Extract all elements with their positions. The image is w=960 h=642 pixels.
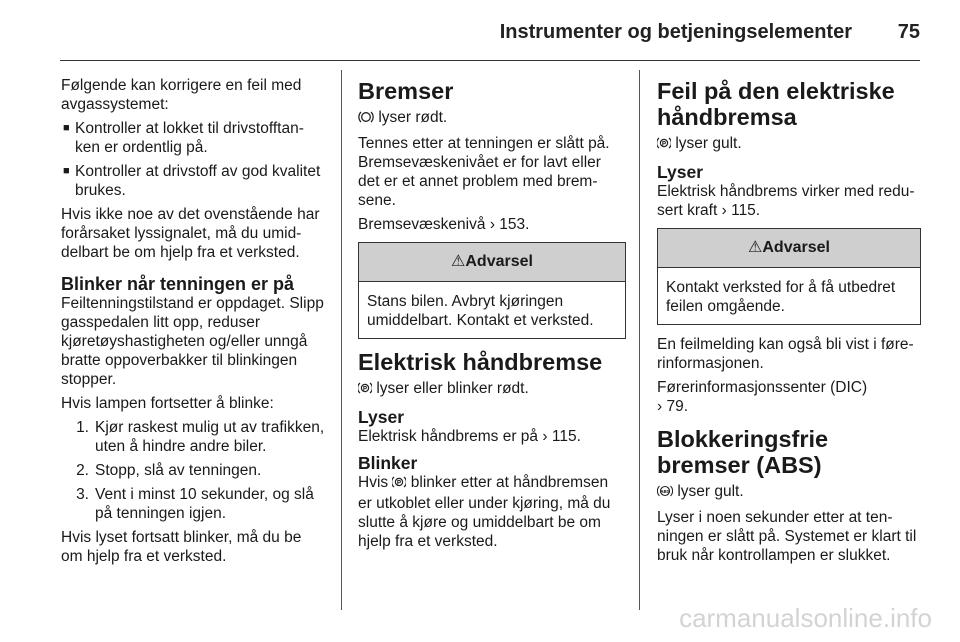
paragraph: Lyser i noen sekunder etter at ten-ningen er slått på. Systemet er klart til bruk når kontrollampen er slukket. (657, 509, 917, 564)
reference-arrow-icon: › (721, 202, 727, 219)
parking-brake-icon (358, 381, 372, 400)
svg-text:P: P (397, 480, 402, 487)
paragraph: Bremsevæskenivå › 153. (358, 216, 530, 233)
paragraph: P lyser eller blinker rødt. (358, 379, 626, 400)
warning-triangle-icon: ⚠ (451, 253, 466, 270)
heading-epb: Elektrisk håndbremse (358, 349, 603, 375)
paragraph: Feiltenningstilstand er oppdaget. Slipp gasspedalen litt opp, reduser kjøretøyshastigheten og/eller unngå bratte oppoverbakker til blinkingen stopper. (61, 295, 324, 388)
bullet-icon: ■ (63, 165, 70, 177)
paragraph: En feilmelding kan også bli vist i føre-rinformasjonen. (657, 336, 914, 372)
header-title: Instrumenter og betjeningselementer (499, 21, 852, 43)
brake-warning-icon (358, 110, 374, 129)
warning-header: ⚠Advarsel (658, 229, 920, 268)
paragraph: Elektrisk håndbrems virker med redu-sert kraft › 115. (657, 183, 915, 219)
bullet-icon: ■ (63, 122, 70, 134)
page-reference-link[interactable]: 115. (551, 428, 581, 445)
paragraph: Hvis ikke noe av det ovenstående har forårsaket lyssignalet, må du umid-delbart be om hjelp fra et verksted. (61, 206, 320, 261)
column-3 (657, 78, 921, 570)
heading-abs: Blokkeringsfrie bremser (ABS) (657, 426, 829, 478)
intro-text: Følgende kan korrigere en feil med avgassystemet: (61, 77, 302, 113)
warning-triangle-icon: ⚠ (748, 239, 763, 256)
svg-text:P: P (661, 141, 667, 148)
paragraph: ABS lyser gult. (657, 482, 921, 503)
reference-arrow-icon: › (657, 398, 663, 415)
reference-arrow-icon: › (542, 428, 548, 445)
paragraph: Førerinformasjonssenter (DIC) › 79. (657, 379, 868, 415)
abs-icon (657, 484, 673, 503)
svg-text:P: P (362, 386, 368, 393)
page-reference-link[interactable]: 79. (666, 398, 689, 415)
warning-box (657, 228, 921, 325)
list-item: 1. Kjør raskest mulig ut av trafikken, uten å hindre andre biler. (76, 419, 325, 455)
heading-lights: Lyser (657, 162, 704, 182)
warning-text: Kontakt verksted for å få utbedret feilen omgående. (666, 279, 896, 315)
paragraph: Hvis lampen fortsetter å blinke: (61, 395, 274, 412)
heading-lights: Lyser (358, 407, 405, 427)
paragraph: Hvis lyset fortsatt blinker, må du be om hjelp fra et verksted. (61, 529, 302, 565)
watermark: carmanualsonline.info (679, 603, 932, 633)
paragraph: P lyser gult. (657, 134, 921, 155)
page-reference-link[interactable]: 153. (499, 216, 530, 233)
heading-fault: Feil på den elektriske håndbremsa (657, 78, 895, 130)
list-item: 3. Vent i minst 10 sekunder, og slå på tenningen igjen. (76, 486, 314, 522)
list-item: ■ Kontroller at drivstoff av god kvalitet brukes. (63, 163, 321, 199)
column-divider-1 (341, 70, 342, 610)
reference-arrow-icon: › (489, 216, 495, 233)
parking-brake-icon (392, 475, 406, 494)
paragraph: Elektrisk håndbrems er på › 115. (358, 428, 581, 445)
warning-text: Stans bilen. Avbryt kjøringen umiddelbart. Kontakt et verksted. (367, 293, 594, 329)
list-item: 2. Stopp, slå av tenningen. (76, 462, 262, 479)
paragraph: lyser rødt. (358, 108, 626, 129)
parking-brake-icon (657, 136, 671, 155)
page-reference-link[interactable]: 115. (731, 202, 761, 219)
heading-flash: Blinker (358, 453, 418, 473)
paragraph: Tennes etter at tenningen er slått på. Bremsevæskenivået er for lavt eller det er et annet problem med brem-sene. (358, 135, 610, 209)
column-1 (61, 76, 327, 571)
heading-brakes: Bremser (358, 78, 454, 104)
list-item: ■ Kontroller at lokket til drivstofftan-ken er ordentlig på. (63, 120, 304, 156)
page-header (60, 14, 920, 61)
heading-blinker: Blinker når tenningen er på (61, 274, 295, 294)
page-number: 75 (897, 21, 920, 43)
column-2 (358, 78, 626, 556)
column-divider-2 (639, 70, 640, 610)
warning-header: ⚠Advarsel (359, 243, 625, 282)
svg-text:ABS: ABS (660, 488, 670, 494)
warning-box (358, 242, 626, 339)
paragraph: Hvis P blinker etter at håndbremsen er utkoblet eller under kjøring, må du slutte å kjøre og umiddelbart be om hjelp fra et verksted. (358, 474, 611, 550)
